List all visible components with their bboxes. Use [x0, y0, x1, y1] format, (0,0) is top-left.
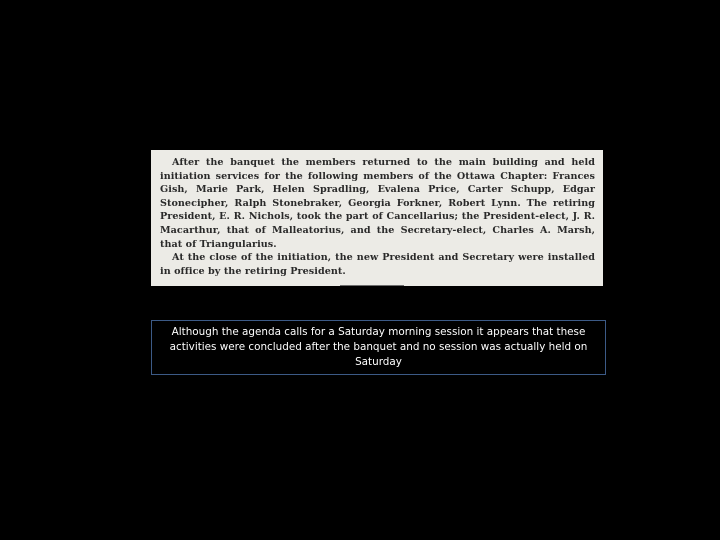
annotation-box: [151, 320, 606, 375]
scan-paragraph-1: After the banquet the members returned to the main building and held initiation services for the following members of the Ottawa Chapter: Frances Gish, Marie Park, Helen Spradling, Evalena Price, Carter Schupp, Edgar Stonecipher, Ralph Stonebraker, Georgia Forkner, Robert Lynn. The retiring President, E. R. Nichols, took the part of Cancellarius; the President-elect, J. R. Macarthur, that of Malleatorius, and the Secretary-elect, Charles A. Marsh, that of Triangularius.: [160, 157, 595, 250]
scan-paragraph-2: At the close of the initiation, the new President and Secretary were installed in office by the retiring President.: [160, 252, 595, 277]
scan-edge-line: [340, 285, 404, 286]
annotation-text: Although the agenda calls for a Saturday morning session it appears that these activities were concluded after the banquet and no session was actually held on Saturday: [169, 326, 588, 368]
scanned-document-excerpt: [151, 150, 603, 286]
